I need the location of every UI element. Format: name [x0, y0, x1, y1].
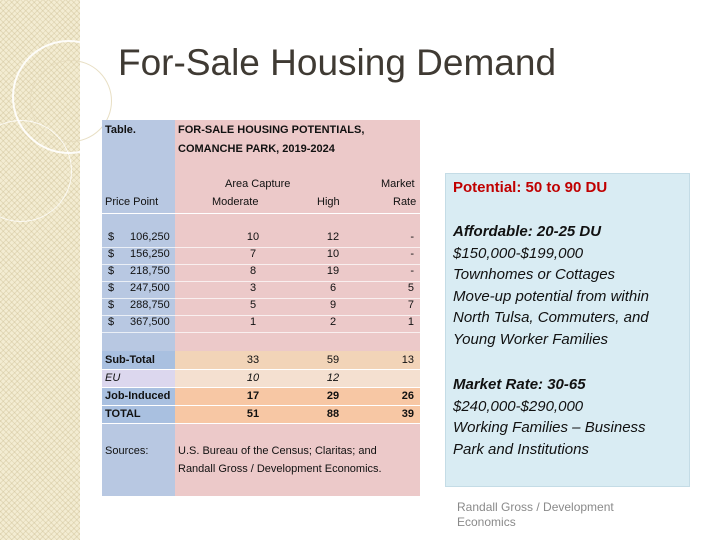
sources-text: Randall Gross / Development Economics.	[178, 463, 382, 475]
table-divider	[102, 387, 420, 388]
high-value: 6	[329, 282, 337, 294]
affordable-line: $150,000-$199,000	[453, 244, 584, 262]
sources-text: U.S. Bureau of the Census; Claritas; and	[178, 445, 377, 457]
affordable-line: Move-up potential from within	[453, 287, 649, 305]
market-rate-line: Park and Institutions	[453, 440, 589, 458]
header-rate: Rate	[393, 196, 417, 208]
market-rate-section	[453, 374, 646, 460]
moderate-value: 7	[249, 248, 257, 260]
moderate-value: 17	[246, 390, 260, 402]
eu-label: EU	[105, 372, 121, 384]
moderate-value: 3	[249, 282, 257, 294]
high-value: 19	[326, 265, 340, 277]
high-value: 12	[326, 231, 340, 243]
currency-symbol: $	[108, 265, 115, 277]
affordable-section	[453, 221, 649, 350]
moderate-value: 10	[246, 231, 260, 243]
slide-title: For-Sale Housing Demand	[118, 42, 557, 83]
affordable-line: Young Worker Families	[453, 330, 609, 348]
price-point: 156,250	[130, 248, 170, 260]
table-divider	[102, 423, 420, 424]
total-label: TOTAL	[105, 408, 141, 420]
currency-symbol: $	[108, 316, 115, 328]
moderate-value: 10	[246, 372, 260, 384]
currency-symbol: $	[108, 248, 115, 260]
currency-symbol: $	[108, 299, 115, 311]
credit-line: Randall Gross / Development	[457, 500, 614, 514]
market-rate-line: $240,000-$290,000	[453, 397, 584, 415]
footer-credit	[457, 500, 614, 530]
affordable-line: Townhomes or Cottages	[453, 266, 616, 283]
credit-line: Economics	[457, 515, 516, 529]
subtotal-label: Sub-Total	[105, 354, 155, 366]
rate-value: 13	[401, 354, 414, 366]
currency-symbol: $	[108, 282, 115, 294]
header-moderate: Moderate	[212, 196, 259, 208]
table-label: Table.	[105, 124, 136, 136]
table-divider	[102, 369, 420, 370]
rate-value: 5	[407, 282, 414, 294]
price-point: 288,750	[130, 299, 170, 311]
high-value: 10	[326, 248, 340, 260]
job-induced-label: Job-Induced	[105, 390, 171, 402]
table-divider	[102, 405, 420, 406]
moderate-value: 5	[249, 299, 257, 311]
rate-value: 1	[407, 316, 414, 328]
rate-value: 7	[407, 299, 414, 311]
rate-value: 39	[401, 408, 414, 420]
table-subtitle: COMANCHE PARK, 2019-2024	[178, 143, 335, 155]
currency-symbol: $	[108, 231, 115, 243]
high-value: 12	[326, 372, 340, 384]
market-rate-heading: Market Rate: 30-65	[453, 376, 586, 393]
moderate-value: 8	[249, 265, 257, 277]
high-value: 9	[329, 299, 337, 311]
table-divider	[102, 213, 420, 214]
price-point: 106,250	[130, 231, 170, 243]
high-value: 29	[326, 390, 340, 402]
moderate-value: 33	[246, 354, 260, 366]
price-point: 247,500	[130, 282, 170, 294]
rate-value: -	[410, 231, 414, 243]
header-area-capture: Area Capture	[225, 178, 291, 190]
high-value: 88	[326, 408, 340, 420]
rate-value: 26	[401, 390, 414, 402]
moderate-value: 51	[246, 408, 260, 420]
table-title: FOR-SALE HOUSING POTENTIALS,	[178, 124, 365, 136]
high-value: 2	[329, 316, 337, 328]
affordable-heading: Affordable: 20-25 DU	[453, 223, 602, 240]
high-value: 59	[326, 354, 340, 366]
potential-headline: Potential: 50 to 90 DU	[453, 179, 608, 196]
header-market: Market	[381, 178, 415, 190]
header-price-point: Price Point	[105, 196, 159, 208]
header-high: High	[317, 196, 340, 208]
table-divider	[102, 332, 420, 333]
price-point: 367,500	[130, 316, 170, 328]
moderate-value: 1	[249, 316, 257, 328]
market-rate-line: Working Families – Business	[453, 419, 646, 436]
sources-label: Sources:	[105, 445, 149, 457]
rate-value: -	[410, 248, 414, 260]
rate-value: -	[410, 265, 414, 277]
demand-summary-box	[445, 173, 690, 487]
housing-potentials-table	[102, 120, 420, 496]
price-point: 218,750	[130, 265, 170, 277]
affordable-line: North Tulsa, Commuters, and	[453, 309, 649, 326]
